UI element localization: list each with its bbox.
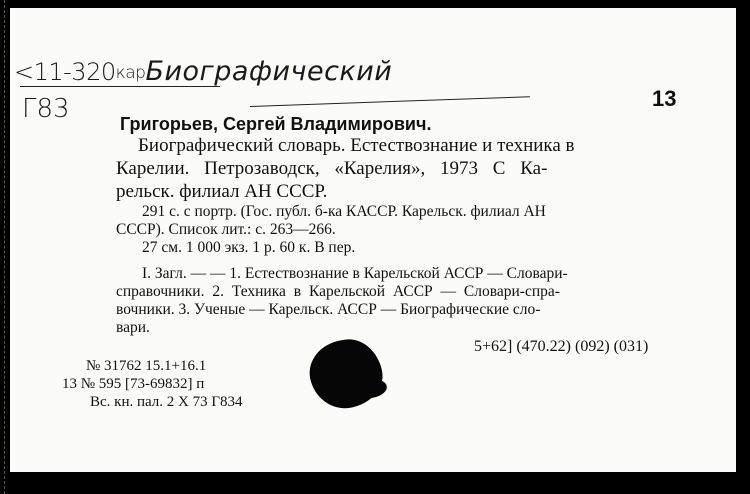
description-line: справочники. 2. Техника в Карельской АССР — Словари-спра- xyxy=(116,283,560,300)
description-line: 27 см. 1 000 экз. 1 р. 60 к. В пер. xyxy=(142,239,356,256)
page-number: 13 xyxy=(652,86,677,111)
classification-index: 5+62] (470.22) (092) (031) xyxy=(474,338,649,355)
ink-blot xyxy=(305,334,388,413)
catalog-card xyxy=(10,8,736,472)
title-line: рельск. филиал АН СССР. xyxy=(116,181,328,202)
meta-line: 13 № 595 [73-69832] п xyxy=(62,376,205,392)
handwritten-underline xyxy=(20,86,220,87)
handwritten-shelf-code: <11-320 xyxy=(14,58,116,86)
description-line: вочники. 3. Ученые — Карельск. АССР — Биографические сло- xyxy=(116,301,541,318)
description-line: I. Загл. — — 1. Естествознание в Карельской АССР — Словари- xyxy=(142,265,568,282)
description-line: 291 с. с портр. (Гос. публ. б-ка КАССР. Карельск. филиал АН xyxy=(142,203,546,220)
handwritten-swoosh xyxy=(250,96,530,107)
meta-line: Вс. кн. пал. 2 X 73 Г834 xyxy=(90,394,243,410)
author-heading: Григорьев, Сергей Владимирович. xyxy=(120,114,432,134)
scan-edge xyxy=(0,0,5,494)
handwritten-author-mark: Г83 xyxy=(22,94,70,124)
handwritten-shelf-mark xyxy=(14,56,392,87)
handwritten-shelf-suffix: кар xyxy=(115,63,146,83)
meta-line: № 31762 15.1+16.1 xyxy=(86,358,207,374)
handwritten-subject: Биографический xyxy=(145,56,393,87)
title-line: Карелии. Петрозаводск, «Карелия», 1973 С Ка- xyxy=(116,158,548,179)
description-line: вари. xyxy=(116,319,150,336)
description-line: СССР). Список лит.: с. 263—266. xyxy=(116,221,336,238)
title-line: Биографический словарь. Естествознание и техника в xyxy=(138,135,575,156)
